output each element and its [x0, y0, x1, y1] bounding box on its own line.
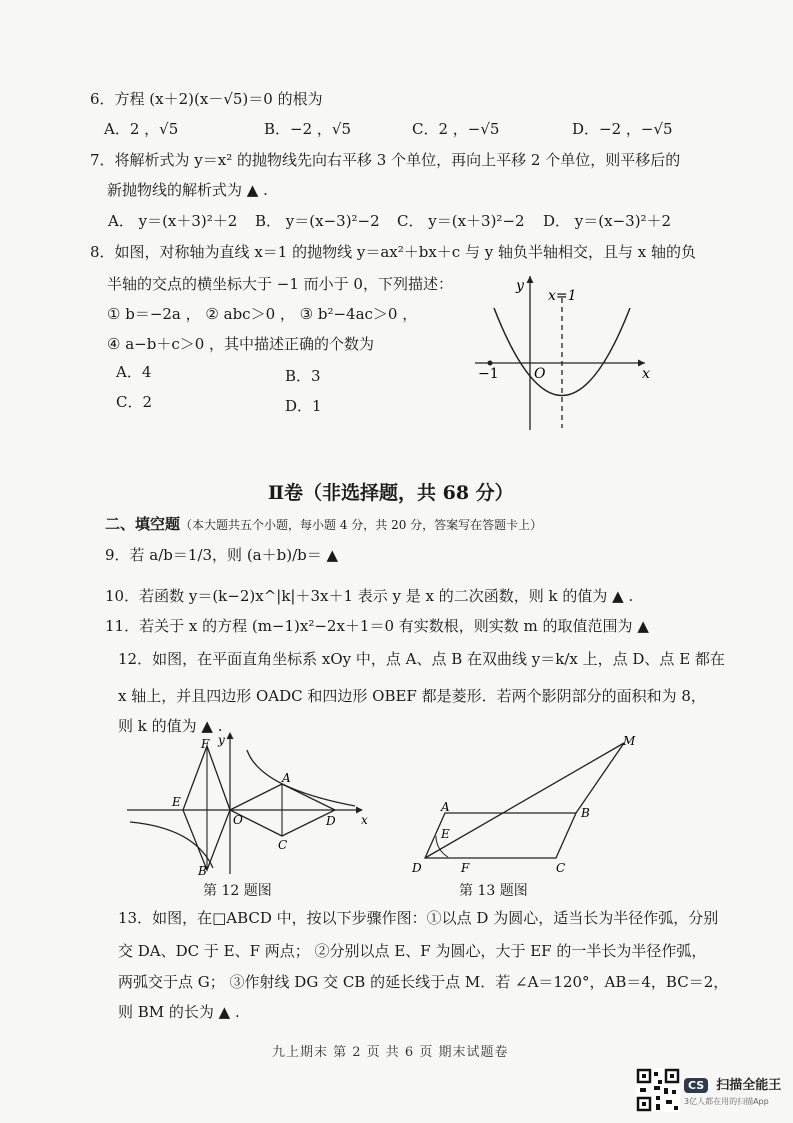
q12-line1: 12．如图，在平面直角坐标系 xOy 中，点 A、点 B 在双曲线 y＝k/x 上，点 D、点 E 都在	[118, 650, 725, 668]
label-b: B	[198, 864, 207, 878]
q7-option-b: B． y＝(x−3)²−2	[255, 212, 380, 230]
ray-dg	[425, 743, 624, 858]
q12-line2: x 轴上，并且四边形 OADC 和四边形 OBEF 都是菱形．若两个影阴部分的面积和为 8，	[118, 687, 706, 705]
fill-in-heading-label: 二、填空题	[105, 515, 181, 533]
origin-label: O	[534, 366, 546, 382]
q12-line3: 则 k 的值为 ▲ .	[118, 717, 223, 735]
y-axis-label: y	[516, 278, 524, 294]
cs-logo-icon: CS	[684, 1078, 708, 1093]
label-a: A	[441, 800, 450, 814]
segment-bm	[576, 743, 624, 813]
label-e: E	[441, 827, 450, 841]
q11-text: 11．若关于 x 的方程 (m−1)x²−2x＋1＝0 有实数根，则实数 m 的取值范围为 ▲	[105, 617, 649, 635]
q9-text: 9．若 a/b＝1/3，则 (a＋b)/b＝ ▲	[105, 546, 339, 564]
label-c: C	[278, 838, 288, 852]
y-axis-arrow	[227, 732, 234, 739]
q6-option-c: C．2 ，−√5	[412, 120, 500, 138]
q13-line4: 则 BM 的长为 ▲ .	[118, 1003, 240, 1021]
hyperbola-branch-1	[247, 750, 355, 806]
q13-line3: 两弧交于点 G； ③作射线 DG 交 CB 的延长线于点 M．若 ∠A＝120°，AB＝4，BC＝2，	[118, 973, 729, 991]
q6-option-a: A．2 ，√5	[104, 120, 179, 138]
label-m: M	[623, 734, 636, 748]
q7-stem-line2: 新抛物线的解析式为 ▲ .	[107, 181, 268, 199]
label-e: E	[172, 795, 181, 809]
fill-in-heading	[105, 513, 542, 534]
q7-option-a: A． y＝(x＋3)²＋2	[108, 212, 238, 230]
q8-items-line2: ④ a−b＋c＞0 ，其中描述正确的个数为	[107, 335, 375, 353]
minus-one-label: −1	[478, 366, 499, 382]
symmetry-label: x=1	[548, 288, 577, 304]
label-b: B	[581, 806, 590, 820]
q13-caption: 第 13 题图	[459, 883, 528, 899]
x-axis-label: x	[642, 366, 650, 382]
q8-option-c: C．2	[116, 393, 153, 411]
q7-option-c: C． y＝(x＋3)²−2	[397, 212, 525, 230]
scanner-brand	[684, 1074, 781, 1093]
brand-name: 扫描全能王	[716, 1078, 782, 1093]
qr-code-icon	[636, 1068, 680, 1112]
label-d: D	[412, 861, 422, 875]
q6-stem: 6．方程 (x＋2)(x－√5)＝0 的根为	[90, 90, 323, 108]
q8-option-b: B．3	[285, 367, 321, 385]
label-d: D	[326, 814, 336, 828]
q13-parallelogram-figure	[408, 733, 636, 878]
page-footer: 九上期末 第 2 页 共 6 页 期末试题卷	[272, 1045, 509, 1060]
q6-option-b: B．−2 ，√5	[264, 120, 352, 138]
y-axis-label: y	[218, 733, 225, 747]
q8-option-a: A．4	[116, 363, 152, 381]
q6-option-d: D．−2 ，−√5	[572, 120, 673, 138]
q8-stem-line1: 8．如图，对称轴为直线 x＝1 的抛物线 y＝ax²＋bx＋c 与 y 轴负半轴相交，且与 x 轴的负	[90, 243, 696, 261]
q8-parabola-figure	[470, 268, 660, 436]
label-f: F	[201, 737, 210, 751]
q12-caption: 第 12 题图	[203, 883, 272, 899]
label-a: A	[282, 771, 291, 785]
q8-stem-line2: 半轴的交点的横坐标大于 −1 而小于 0，下列描述：	[107, 275, 453, 293]
q10-text: 10．若函数 y＝(k−2)x^|k|＋3x＋1 表示 y 是 x 的二次函数，则 k 的值为 ▲ .	[105, 587, 634, 605]
hyperbola-branch-3	[130, 822, 213, 868]
label-c: C	[556, 861, 566, 875]
x-axis-label: x	[361, 813, 368, 827]
fill-in-heading-note: （本大题共五个小题，每小题 4 分，共 20 分，答案写在答题卡上）	[180, 518, 543, 532]
q13-line2: 交 DA、DC 于 E、F 两点； ②分别以点 E、F 为圆心，大于 EF 的一半长为半径作弧，	[118, 942, 707, 960]
brand-tagline: 3亿人都在用的扫描App	[684, 1097, 769, 1106]
y-axis-arrow	[527, 276, 534, 283]
part2-title: Ⅱ卷（非选择题，共 68 分）	[268, 482, 514, 504]
label-o: O	[233, 813, 243, 827]
q8-items-line1: ① b＝−2a ， ② abc＞0 ， ③ b²−4ac＞0 ，	[107, 305, 418, 323]
point-minus-one	[488, 361, 493, 366]
q7-option-d: D． y＝(x−3)²＋2	[543, 212, 672, 230]
q13-line1: 13．如图，在□ABCD 中，按以下步骤作图：①以点 D 为圆心，适当长为半径作弧，分别	[118, 909, 719, 927]
label-f: F	[461, 861, 470, 875]
q8-option-d: D．1	[285, 397, 322, 415]
q7-stem-line1: 7．将解析式为 y＝x² 的抛物线先向右平移 3 个单位，再向上平移 2 个单位，则平移后的	[90, 151, 681, 169]
q12-rhombus-figure	[125, 728, 370, 876]
